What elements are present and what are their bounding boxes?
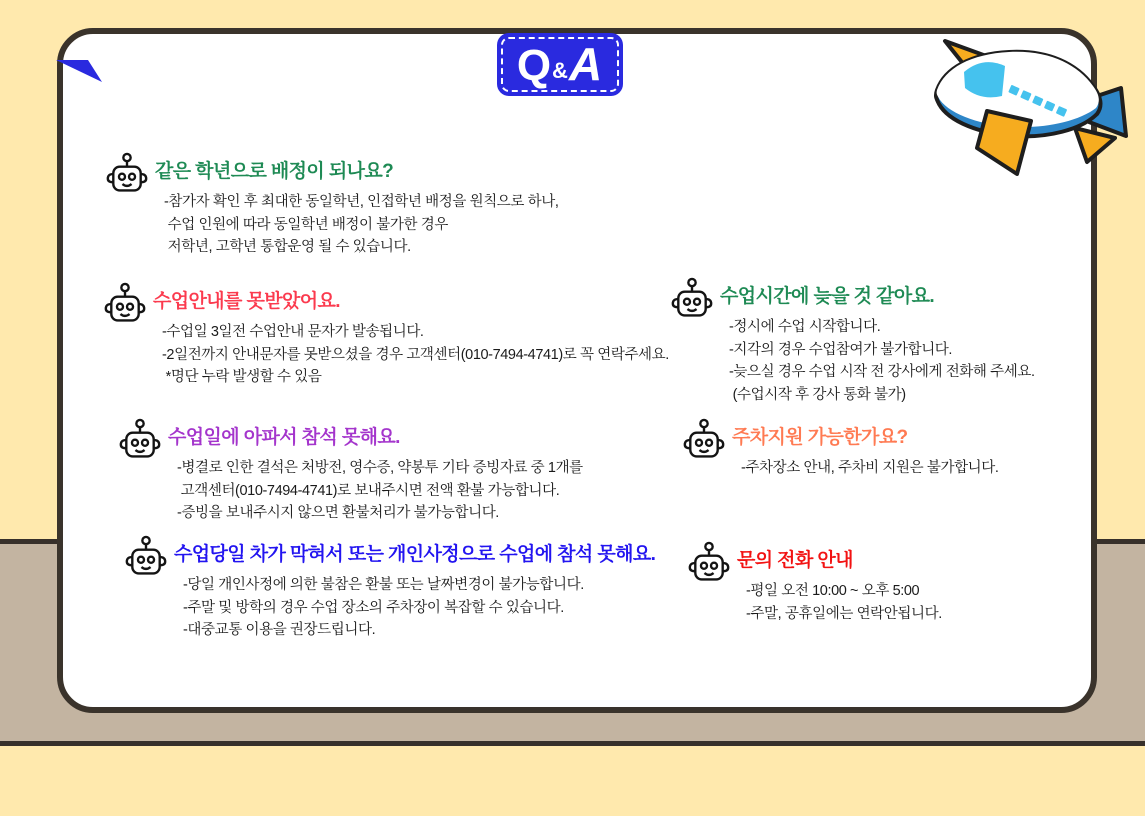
qa-answer-line: 저학년, 고학년 통합운영 될 수 있습니다. (164, 239, 411, 255)
robot-icon (683, 417, 725, 463)
robot-icon (104, 281, 146, 327)
qa-answer-line: -지각의 경우 수업참여가 불가합니다. (729, 341, 953, 358)
qa-block-late-arrival (671, 285, 1035, 406)
qa-answer-line: *명단 누락 발생할 수 있음 (162, 369, 322, 385)
qa-question: 문의 전화 안내 (737, 550, 853, 571)
qa-answer-line: -평일 오전 10:00 ~ 오후 5:00 (746, 583, 920, 599)
qa-question: 수업안내를 못받았어요. (153, 291, 340, 312)
qa-answer-lines (155, 191, 559, 259)
robot-icon (119, 417, 161, 463)
speech-bubble-tail (56, 60, 108, 84)
robot-icon (125, 534, 167, 580)
qa-block-sick-absence (119, 426, 583, 525)
qa-answer-line: -주말 및 방학의 경우 수업 장소의 주차장이 복잡할 수 있습니다. (183, 599, 564, 616)
qa-answer-line: -대중교통 이용을 권장드립니다. (183, 622, 376, 638)
qa-answer-lines (153, 321, 669, 389)
qa-answer-lines (720, 316, 1035, 406)
qa-block-same-day-absence (125, 543, 655, 642)
qa-answer-line: 고객센터(010-7494-4741)로 보내주시면 전액 환불 가능합니다. (177, 482, 560, 499)
qa-answer-line: -당일 개인사정에 의한 불참은 환불 또는 날짜변경이 불가능합니다. (183, 577, 584, 593)
qa-answer-line: -참가자 확인 후 최대한 동일학년, 인접학년 배정을 원칙으로 하나, (164, 194, 559, 210)
badge-letter-a: A (568, 38, 604, 90)
robot-icon (671, 276, 713, 322)
badge-ampersand: & (552, 58, 569, 83)
qa-block-class-notice (104, 290, 669, 389)
qa-question: 같은 학년으로 배정이 되나요? (155, 161, 394, 182)
qa-answer-lines (168, 457, 583, 525)
qa-answer-line: (수업시작 후 강사 통화 불가) (729, 386, 906, 403)
qa-question: 주차지원 가능한가요? (732, 427, 908, 448)
qa-answer-line: 수업 인원에 따라 동일학년 배정이 불가한 경우 (164, 216, 448, 233)
qa-answer-line: -정시에 수업 시작합니다. (729, 319, 881, 335)
qa-answer-line: -주말, 공휴일에는 연락안됩니다. (746, 605, 942, 622)
qa-answer-line: -병결로 인한 결석은 처방전, 영수증, 약봉투 기타 증빙자료 중 1개를 (177, 460, 583, 476)
qa-answer-line: -주차장소 안내, 주차비 지원은 불가합니다. (741, 460, 999, 476)
qa-answer-line: -늦으실 경우 수업 시작 전 강사에게 전화해 주세요. (729, 364, 1035, 380)
qa-question: 수업일에 아파서 참석 못해요. (168, 427, 400, 448)
qa-answer-line: -증빙을 보내주시지 않으면 환불처리가 불가능합니다. (177, 505, 499, 521)
qa-answer-lines (174, 574, 655, 642)
robot-icon (106, 151, 148, 197)
qa-answer-line: -2일전까지 안내문자를 못받으셨을 경우 고객센터(010-7494-4741)로 꼭 연락주세요. (162, 346, 669, 363)
airplane-icon (931, 28, 1141, 178)
qa-question: 수업당일 차가 막혀서 또는 개인사정으로 수업에 참석 못해요. (174, 544, 656, 565)
qa-block-grade-assignment (106, 160, 559, 259)
badge-letter-q: Q (516, 41, 553, 90)
qa-badge-label (516, 38, 604, 90)
qa-answer-lines (732, 457, 999, 480)
qa-answer-line: -수업일 3일전 수업안내 문자가 발송됩니다. (162, 324, 424, 340)
qa-badge (497, 33, 623, 96)
qa-answer-lines (737, 580, 942, 625)
qa-question: 수업시간에 늦을 것 같아요. (720, 286, 935, 307)
qa-block-contact-info (688, 549, 942, 625)
robot-icon (688, 540, 730, 586)
qa-block-parking (683, 426, 999, 480)
